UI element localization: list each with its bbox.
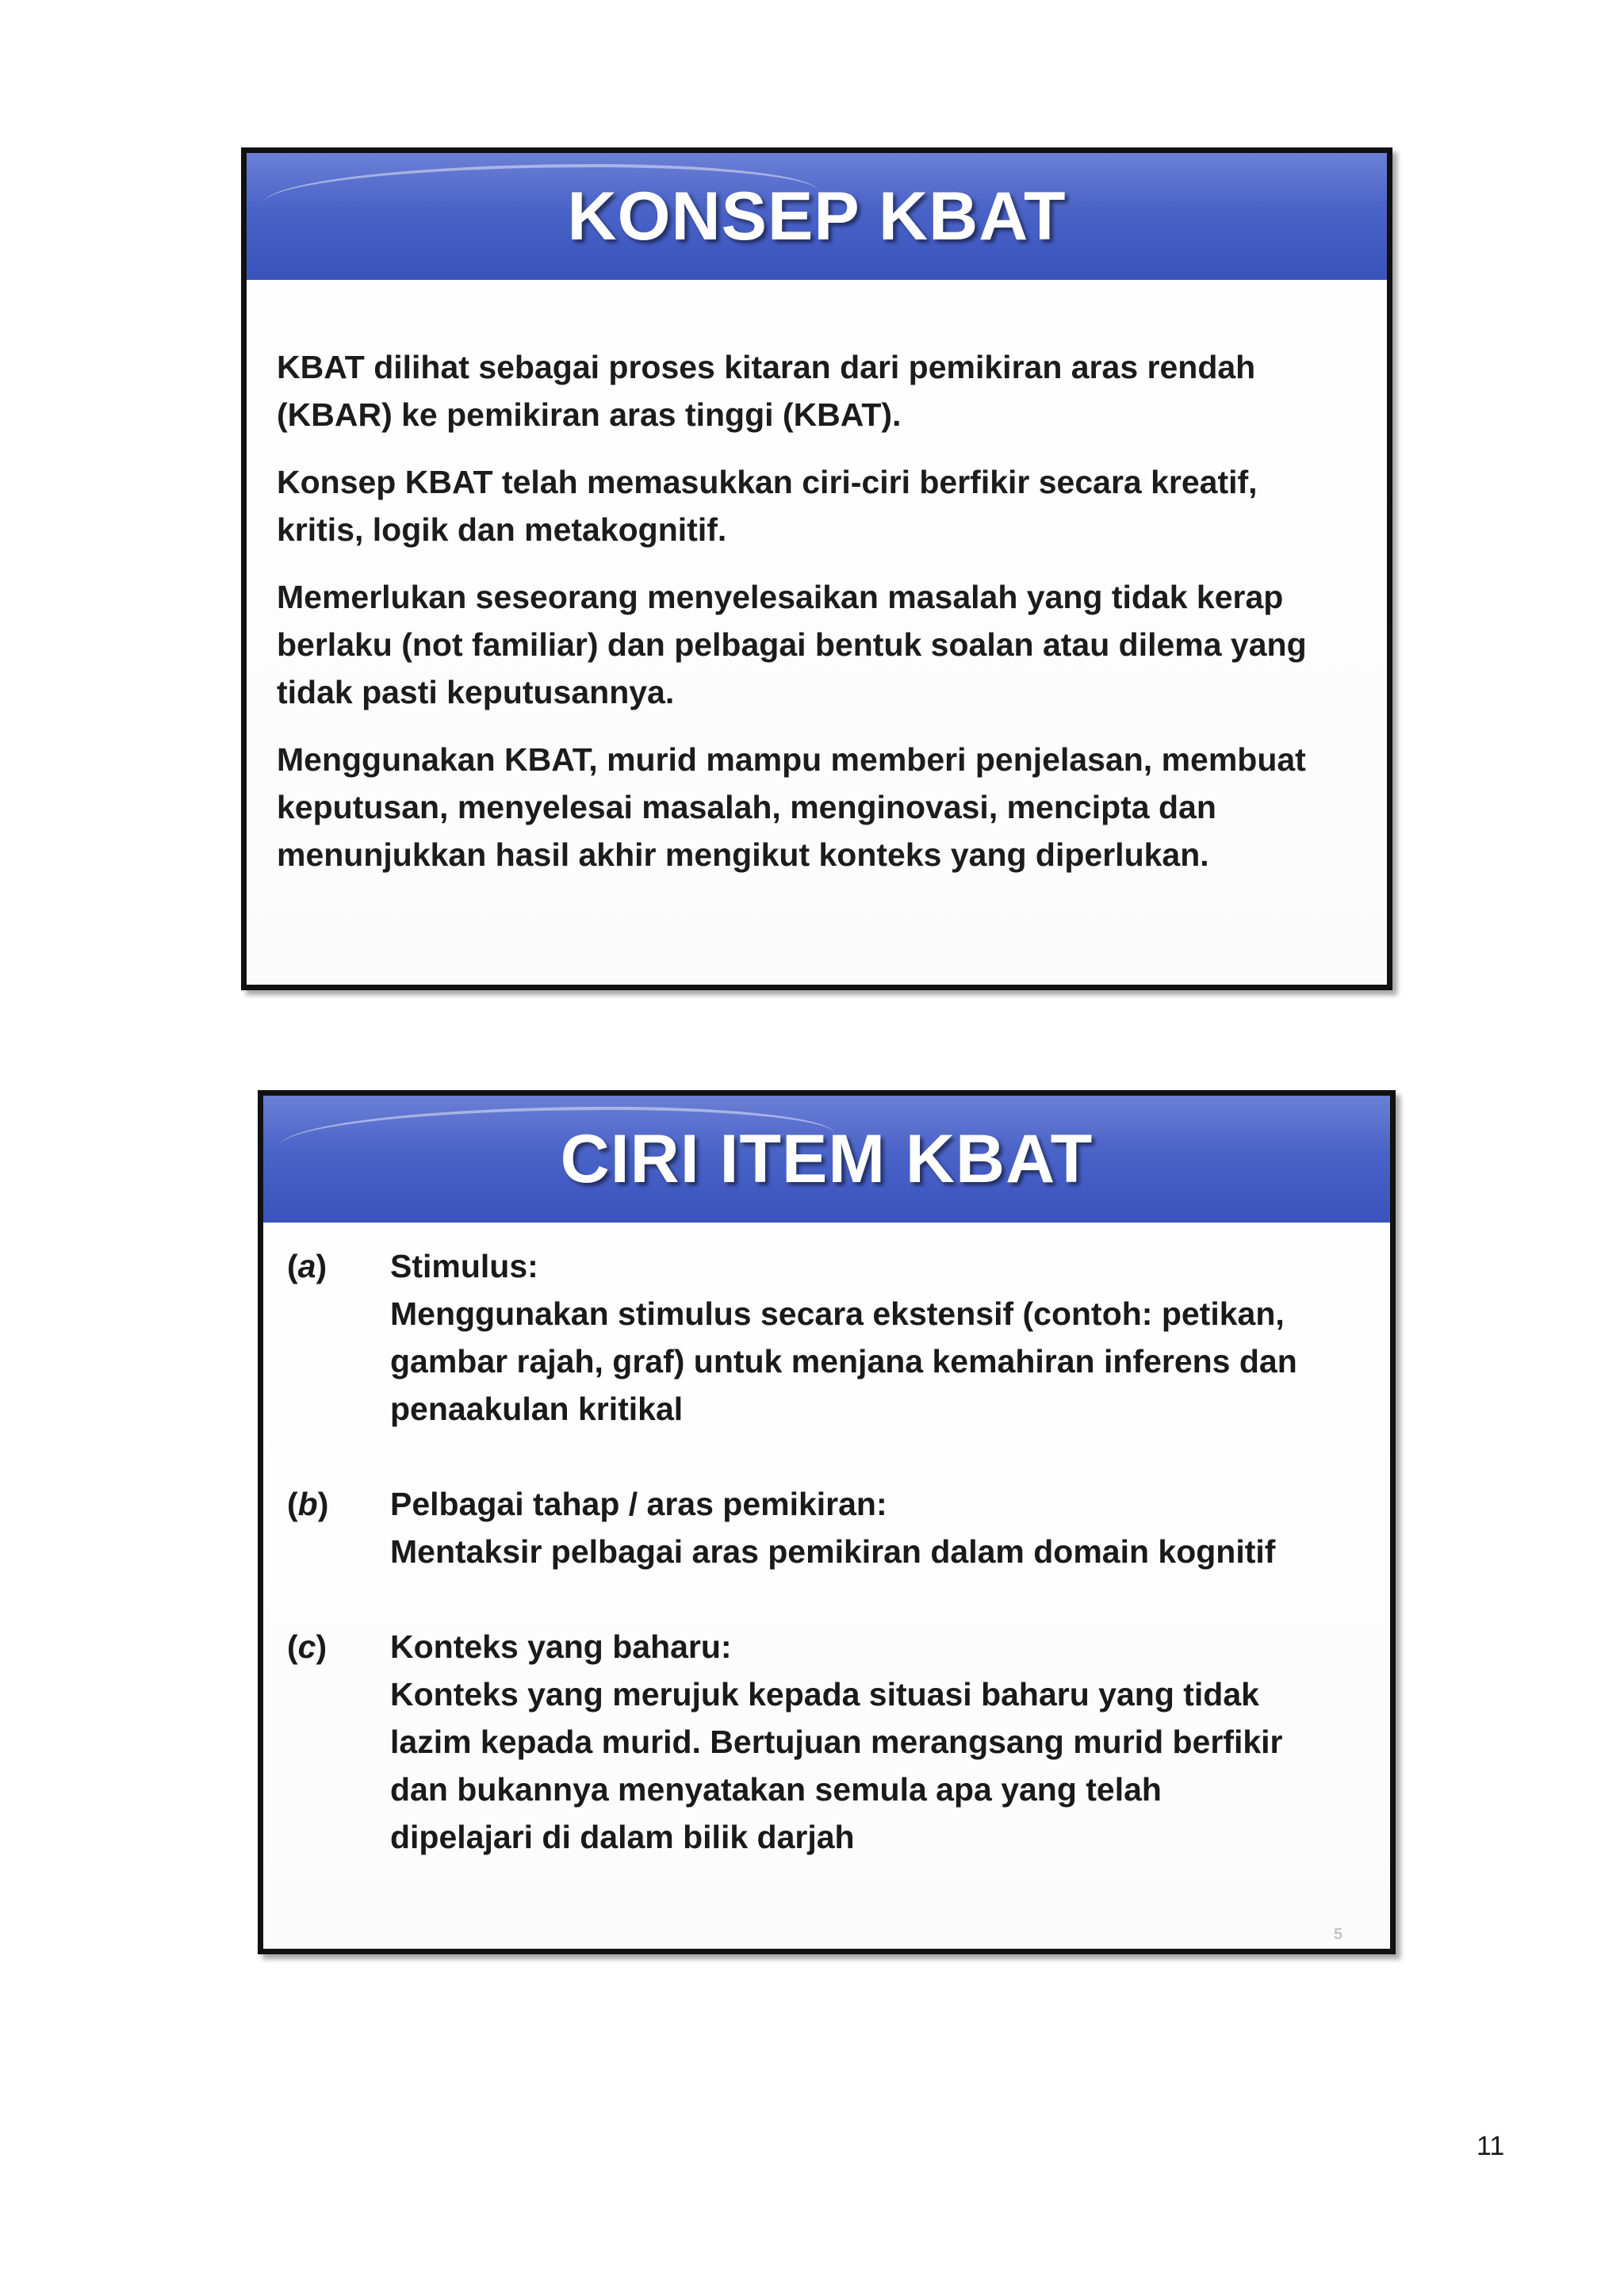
slide-title-bar — [247, 153, 1387, 280]
item-line: Mentaksir pelbagai aras pemikiran dalam domain kognitif — [390, 1533, 1276, 1570]
item-line: dan bukannya menyatakan semula apa yang telah — [390, 1771, 1162, 1808]
slide-number: 5 — [1333, 1926, 1342, 1943]
item-content — [390, 1623, 1366, 1861]
paragraph: Konsep KBAT telah memasukkan ciri-ciri berfikir secara kreatif, kritis, logik dan metakognitif. — [277, 464, 1258, 548]
item-line: Konteks yang merujuk kepada situasi baharu yang tidak — [390, 1676, 1259, 1712]
slide-title-bar — [263, 1096, 1390, 1223]
slide-konsep-kbat — [241, 147, 1392, 990]
item-letter: (b) — [287, 1486, 329, 1522]
paragraph: Menggunakan KBAT, murid mampu memberi penjelasan, membuat keputusan, menyelesai masalah, menginovasi, mencipta dan menunjukkan hasil akhir mengikut konteks yang diperlukan. — [277, 741, 1306, 873]
item-line: Menggunakan stimulus secara ekstensif (contoh: petikan, — [390, 1295, 1285, 1332]
item-line: dipelajari di dalam bilik darjah — [390, 1819, 855, 1855]
item-heading: Pelbagai tahap / aras pemikiran: — [390, 1486, 887, 1522]
item-letter: (a) — [287, 1248, 327, 1284]
slide-body — [277, 343, 1347, 898]
page-number: 11 — [1477, 2131, 1505, 2161]
item-letter: (c) — [287, 1628, 327, 1665]
item-content — [390, 1480, 1366, 1575]
item-content — [390, 1242, 1366, 1433]
item-heading: Konteks yang baharu: — [390, 1628, 732, 1665]
slide-title: KONSEP KBAT — [567, 178, 1067, 254]
paragraph: KBAT dilihat sebagai proses kitaran dari pemikiran aras rendah (KBAR) ke pemikiran aras tinggi (KBAT). — [277, 349, 1256, 433]
slide-title: CIRI ITEM KBAT — [560, 1121, 1094, 1197]
item-line: penaakulan kritikal — [390, 1391, 684, 1427]
slide-ciri-item-kbat — [258, 1090, 1396, 1954]
item-line: lazim kepada murid. Bertujuan merangsang murid berfikir — [390, 1724, 1283, 1760]
item-line: gambar rajah, graf) untuk menjana kemahiran inferens dan — [390, 1343, 1297, 1380]
item-heading: Stimulus: — [390, 1248, 538, 1284]
paragraph: Memerlukan seseorang menyelesaikan masalah yang tidak kerap berlaku (not familiar) dan pelbagai bentuk soalan atau dilema yang tidak pasti keputusannya. — [277, 579, 1307, 710]
